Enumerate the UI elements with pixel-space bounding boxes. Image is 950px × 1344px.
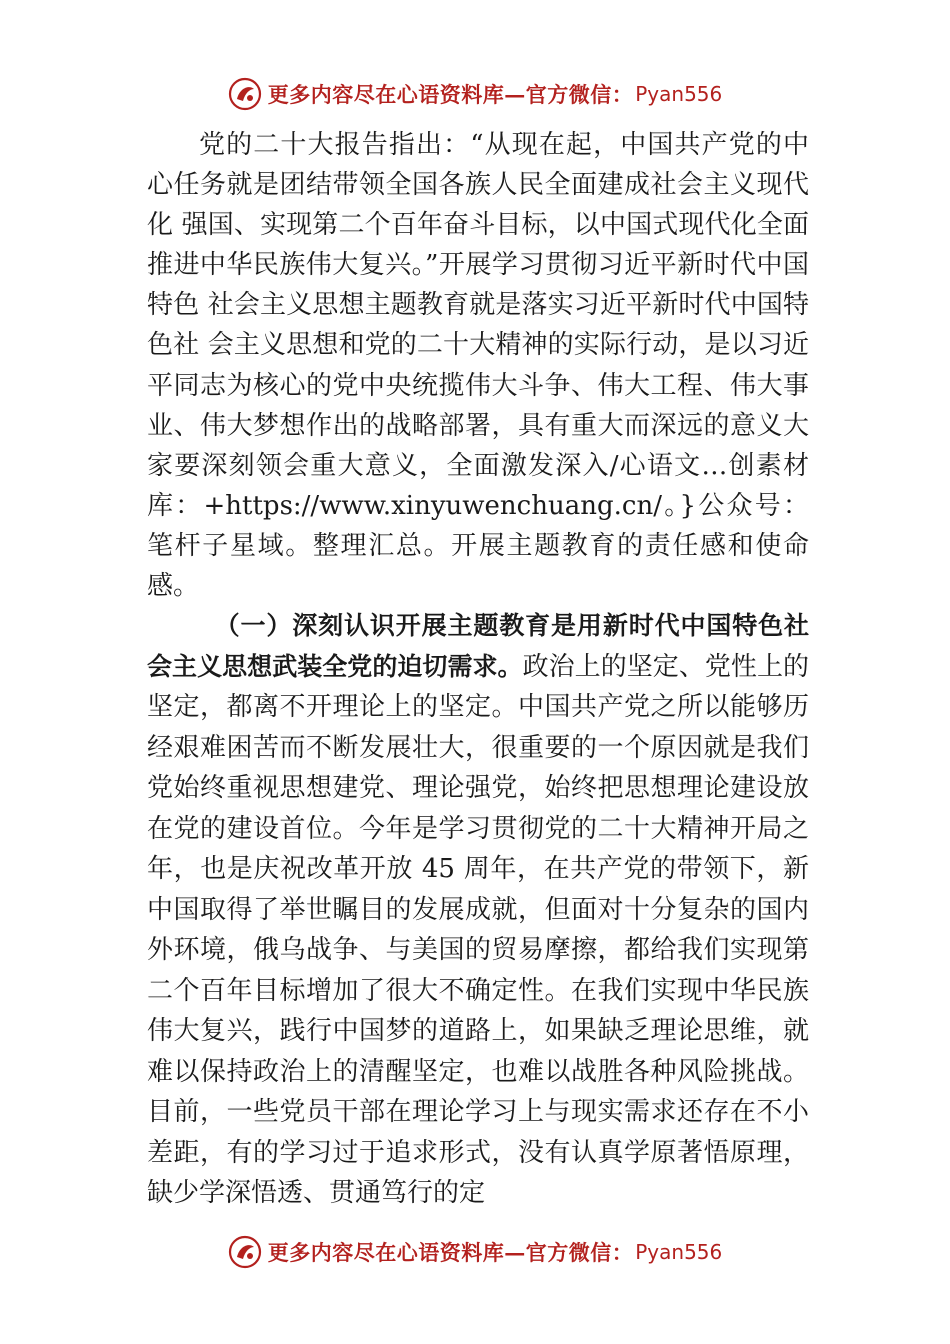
section-heading: （一）深刻认识开展主题教育是用新时代中国特色社会主义思想武装全党的迫切需求。 bbox=[147, 611, 809, 681]
document-body bbox=[147, 125, 809, 1214]
header-watermark bbox=[0, 74, 950, 114]
watermark-wechat-id: Pyan556 bbox=[635, 1240, 723, 1264]
watermark-text: 更多内容尽在心语资料库—官方微信： bbox=[267, 82, 634, 107]
paragraph-2-text: 政治上的坚定、党性上的坚定，都离不开理论上的坚定。中国共产党之所以能够历经艰难困苦而不断发展壮大，很重要的一个原因就是我们党始终重视思想建党、理论强党，始终把思想理论建设放在党的建设首位。今年是学习贯彻党的二十大精神开局之年，也是庆祝改革开放 45 周年，在共产党的带领下，新中国取得了举世瞩目的发展成就，但面对十分复杂的国内外环境，俄乌战争、与美国的贸易摩擦，都给我们实现第二个百年目标增加了很大不确定性。在我们实现中华民族伟大复兴，践行中国梦的道路上，如果缺乏理论思维，就难以保持政治上的清醒坚定，也难以战胜各种风险挑战。目前，一些党员干部在理论学习上与现实需求还存在不小差距，有的学习过于追求形式，没有认真学原著悟原理，缺少学深悟透、贯通笃行的定 bbox=[147, 651, 809, 1209]
logo-icon bbox=[228, 77, 262, 111]
paragraph-2 bbox=[147, 606, 809, 1214]
watermark-text: 更多内容尽在心语资料库—官方微信： bbox=[267, 1240, 634, 1265]
paragraph-1: 党的二十大报告指出：“从现在起，中国共产党的中心任务就是团结带领全国各族人民全面建成社会主义现代化 强国、实现第二个百年奋斗目标，以中国式现代化全面推进中华民族伟大复兴。”开展学习贯彻习近平新时代中国特色 社会主义思想主题教育就是落实习近平新时代中国特色社 会主义思想和党的二十大精神的实际行动，是以习近平同志为核心的党中央统揽伟大斗争、伟大工程、伟大事业、伟大梦想作出的战略部署，具有重大而深远的意义大家要深刻领会重大意义，全面激发深入/心语文…创素材库：+https://www.xinyuwenchuang.cn/。}公众号：笔杆子星域。整理汇总。开展主题教育的责任感和使命感。 bbox=[147, 130, 809, 602]
watermark-wechat-id: Pyan556 bbox=[635, 82, 723, 106]
footer-watermark bbox=[0, 1232, 950, 1272]
logo-icon bbox=[228, 1235, 262, 1269]
